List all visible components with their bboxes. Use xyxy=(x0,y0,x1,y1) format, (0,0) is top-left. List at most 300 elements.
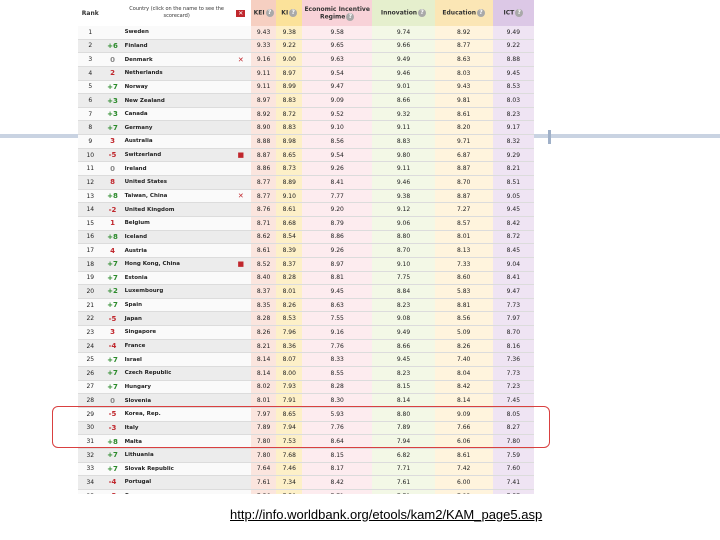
education-cell: 8.04 xyxy=(435,367,493,381)
help-icon[interactable]: ? xyxy=(418,9,426,17)
country-link[interactable]: Japan xyxy=(123,312,231,326)
eir-cell: 9.10 xyxy=(302,121,372,135)
education-cell: 8.42 xyxy=(435,380,493,394)
education-cell: 8.57 xyxy=(435,216,493,230)
eir-header[interactable]: Economic Incentive Regime ? xyxy=(302,0,372,26)
ict-cell: 8.05 xyxy=(493,407,534,421)
help-icon[interactable]: ? xyxy=(266,9,274,17)
innovation-cell: 8.84 xyxy=(372,285,434,299)
table-row xyxy=(78,312,534,326)
change-cell: 0 xyxy=(103,394,123,408)
rank-cell: 18 xyxy=(78,257,103,271)
education-cell: 7.40 xyxy=(435,353,493,367)
innovation-cell: 9.45 xyxy=(372,353,434,367)
country-link[interactable]: Finland xyxy=(123,39,231,53)
innovation-cell xyxy=(372,489,434,494)
innovation-cell: 9.46 xyxy=(372,176,434,190)
education-cell: 5.09 xyxy=(435,326,493,340)
table-row xyxy=(78,176,534,190)
kei-cell xyxy=(251,489,277,494)
change-cell: -3 xyxy=(103,421,123,435)
flag-cell xyxy=(231,285,251,299)
rank-cell: 27 xyxy=(78,380,103,394)
flag-cell xyxy=(231,312,251,326)
eir-cell: 9.16 xyxy=(302,326,372,340)
ki-cell: 8.54 xyxy=(276,230,302,244)
ki-cell: 8.98 xyxy=(276,135,302,149)
country-link[interactable]: Slovak Republic xyxy=(123,462,231,476)
table-row xyxy=(78,380,534,394)
flag-cell xyxy=(231,162,251,176)
country-link[interactable]: Austria xyxy=(123,244,231,258)
eir-cell: 8.15 xyxy=(302,448,372,462)
kei-cell: 9.33 xyxy=(251,39,277,53)
change-cell: -5 xyxy=(103,407,123,421)
ict-cell: 7.41 xyxy=(493,476,534,490)
country-link[interactable] xyxy=(123,489,231,494)
flag-cell xyxy=(231,80,251,94)
country-link[interactable]: Slovenia xyxy=(123,394,231,408)
innovation-cell: 7.71 xyxy=(372,462,434,476)
country-link[interactable]: Sweden xyxy=(123,26,231,39)
rank-cell: 17 xyxy=(78,244,103,258)
education-cell: 8.20 xyxy=(435,121,493,135)
table-row xyxy=(78,162,534,176)
education-cell: 8.77 xyxy=(435,39,493,53)
education-cell: 9.09 xyxy=(435,407,493,421)
eir-cell: 8.55 xyxy=(302,367,372,381)
innovation-cell: 9.46 xyxy=(372,66,434,80)
education-cell: 8.70 xyxy=(435,176,493,190)
ki-cell: 9.22 xyxy=(276,39,302,53)
ki-cell: 8.00 xyxy=(276,367,302,381)
country-link[interactable]: Estonia xyxy=(123,271,231,285)
ki-cell: 8.73 xyxy=(276,162,302,176)
eir-cell: 8.41 xyxy=(302,176,372,190)
help-icon[interactable]: ? xyxy=(346,13,354,21)
ict-cell: 9.05 xyxy=(493,189,534,203)
flag-cell xyxy=(231,39,251,53)
country-link[interactable]: Malta xyxy=(123,435,231,449)
country-link[interactable]: France xyxy=(123,339,231,353)
flag-cell: ■ xyxy=(231,257,251,271)
kei-cell: 7.97 xyxy=(251,407,277,421)
ict-cell: 8.70 xyxy=(493,326,534,340)
kei-cell: 8.01 xyxy=(251,394,277,408)
rank-cell: 34 xyxy=(78,476,103,490)
country-link[interactable]: New Zealand xyxy=(123,94,231,108)
flag-cell xyxy=(231,339,251,353)
change-cell: +7 xyxy=(103,298,123,312)
rank-cell: 25 xyxy=(78,353,103,367)
ki-cell: 7.96 xyxy=(276,326,302,340)
kei-cell: 8.37 xyxy=(251,285,277,299)
country-link[interactable]: Czech Republic xyxy=(123,367,231,381)
change-cell: +8 xyxy=(103,189,123,203)
flag-cell xyxy=(231,271,251,285)
country-link[interactable]: Lithuania xyxy=(123,448,231,462)
country-link[interactable]: Iceland xyxy=(123,230,231,244)
rank-cell: 8 xyxy=(78,121,103,135)
flag-cell xyxy=(231,230,251,244)
ict-header[interactable]: ICT ? xyxy=(493,0,534,26)
ki-cell: 7.68 xyxy=(276,448,302,462)
innovation-cell: 8.70 xyxy=(372,244,434,258)
rank-cell: 14 xyxy=(78,203,103,217)
change-cell: +2 xyxy=(103,285,123,299)
eir-cell: 7.55 xyxy=(302,312,372,326)
ki-cell: 9.10 xyxy=(276,189,302,203)
country-link[interactable]: Korea, Rep. xyxy=(123,407,231,421)
country-link[interactable]: Switzerland xyxy=(123,148,231,162)
ki-cell: 8.65 xyxy=(276,407,302,421)
kei-cell: 8.88 xyxy=(251,135,277,149)
education-cell: 9.43 xyxy=(435,80,493,94)
education-cell: 9.71 xyxy=(435,135,493,149)
ki-cell: 8.37 xyxy=(276,257,302,271)
eir-cell: 8.42 xyxy=(302,476,372,490)
ict-cell: 8.32 xyxy=(493,135,534,149)
rank-cell: 13 xyxy=(78,189,103,203)
innovation-cell: 9.49 xyxy=(372,326,434,340)
kei-cell: 9.43 xyxy=(251,26,277,39)
change-cell: +7 xyxy=(103,353,123,367)
ki-header[interactable]: KI ? xyxy=(276,0,302,26)
rank-cell: 31 xyxy=(78,435,103,449)
change-cell: -5 xyxy=(103,312,123,326)
ict-cell: 8.53 xyxy=(493,80,534,94)
change-cell: 1 xyxy=(103,216,123,230)
country-link[interactable]: United Kingdom xyxy=(123,203,231,217)
help-icon[interactable]: ? xyxy=(515,9,523,17)
country-link[interactable]: Netherlands xyxy=(123,66,231,80)
innovation-cell: 9.01 xyxy=(372,80,434,94)
ict-cell: 7.45 xyxy=(493,394,534,408)
change-cell xyxy=(103,489,123,494)
eir-cell: 9.52 xyxy=(302,107,372,121)
country-link[interactable]: Singapore xyxy=(123,326,231,340)
ict-cell: 7.23 xyxy=(493,380,534,394)
kei-cell: 7.80 xyxy=(251,448,277,462)
table-row xyxy=(78,94,534,108)
help-icon[interactable]: ? xyxy=(477,9,485,17)
flag-cell: ✕ xyxy=(231,189,251,203)
country-link[interactable]: Italy xyxy=(123,421,231,435)
change-cell: +6 xyxy=(103,39,123,53)
ki-cell: 7.46 xyxy=(276,462,302,476)
country-link[interactable]: Spain xyxy=(123,298,231,312)
highlight-box xyxy=(52,406,550,448)
table-row xyxy=(78,353,534,367)
kei-cell: 8.92 xyxy=(251,107,277,121)
country-link[interactable]: United States xyxy=(123,176,231,190)
eir-cell: 7.77 xyxy=(302,189,372,203)
kei-cell: 9.11 xyxy=(251,80,277,94)
eir-cell: 9.65 xyxy=(302,39,372,53)
source-link[interactable]: http://info.worldbank.org/etools/kam2/KAM_page5.asp xyxy=(230,507,543,522)
rank-cell: 19 xyxy=(78,271,103,285)
ict-cell: 8.41 xyxy=(493,271,534,285)
ict-cell: 9.04 xyxy=(493,257,534,271)
country-link[interactable]: Germany xyxy=(123,121,231,135)
kei-cell: 8.76 xyxy=(251,203,277,217)
rank-cell: 15 xyxy=(78,216,103,230)
table-row xyxy=(78,285,534,299)
rank-cell: 33 xyxy=(78,462,103,476)
eir-cell: 8.30 xyxy=(302,394,372,408)
change-cell: +8 xyxy=(103,435,123,449)
kei-cell: 8.86 xyxy=(251,162,277,176)
rank-cell: 12 xyxy=(78,176,103,190)
ict-cell: 8.27 xyxy=(493,421,534,435)
decorative-bar-vertical xyxy=(548,130,551,144)
change-cell: -2 xyxy=(103,203,123,217)
table-row xyxy=(78,489,534,494)
rank-header[interactable]: Rank xyxy=(78,0,103,26)
change-cell: -4 xyxy=(103,339,123,353)
eir-cell: 8.33 xyxy=(302,353,372,367)
rank-cell: 5 xyxy=(78,80,103,94)
kei-cell: 8.14 xyxy=(251,367,277,381)
innovation-cell: 9.80 xyxy=(372,148,434,162)
innovation-cell: 8.66 xyxy=(372,94,434,108)
eir-cell: 8.97 xyxy=(302,257,372,271)
change-cell: +7 xyxy=(103,380,123,394)
country-link[interactable]: Luxembourg xyxy=(123,285,231,299)
eir-cell: 8.17 xyxy=(302,462,372,476)
kei-cell: 8.28 xyxy=(251,312,277,326)
education-cell: 8.87 xyxy=(435,189,493,203)
table-row xyxy=(78,476,534,490)
innovation-cell: 9.66 xyxy=(372,39,434,53)
innovation-cell: 9.11 xyxy=(372,162,434,176)
eir-cell xyxy=(302,489,372,494)
innovation-cell: 8.15 xyxy=(372,380,434,394)
rank-cell: 9 xyxy=(78,135,103,149)
ict-cell: 9.17 xyxy=(493,121,534,135)
eir-cell: 7.76 xyxy=(302,339,372,353)
country-link[interactable]: Taiwan, China xyxy=(123,189,231,203)
table-row xyxy=(78,462,534,476)
change-cell: -4 xyxy=(103,476,123,490)
kei-cell: 8.77 xyxy=(251,176,277,190)
innovation-cell: 8.66 xyxy=(372,339,434,353)
education-cell xyxy=(435,489,493,494)
kei-cell: 8.90 xyxy=(251,121,277,135)
table-row xyxy=(78,367,534,381)
change-cell: +7 xyxy=(103,462,123,476)
ict-cell: 9.47 xyxy=(493,285,534,299)
flag-cell xyxy=(231,380,251,394)
flag-cell xyxy=(231,216,251,230)
education-header[interactable]: Education ? xyxy=(435,0,493,26)
rank-cell: 30 xyxy=(78,421,103,435)
ki-cell: 9.38 xyxy=(276,26,302,39)
help-icon[interactable]: ? xyxy=(289,9,297,17)
education-cell: 8.92 xyxy=(435,26,493,39)
innovation-cell: 8.23 xyxy=(372,298,434,312)
flag-cell xyxy=(231,135,251,149)
eir-cell: 9.54 xyxy=(302,148,372,162)
table-row xyxy=(78,189,534,203)
rank-cell: 22 xyxy=(78,312,103,326)
flag-cell xyxy=(231,462,251,476)
country-link[interactable]: Hungary xyxy=(123,380,231,394)
table-row xyxy=(78,80,534,94)
change-cell: +8 xyxy=(103,230,123,244)
change-cell: +7 xyxy=(103,80,123,94)
kei-cell: 9.11 xyxy=(251,66,277,80)
table-row xyxy=(78,203,534,217)
eir-cell: 9.26 xyxy=(302,162,372,176)
ict-cell: 8.42 xyxy=(493,216,534,230)
flag-header xyxy=(231,0,251,26)
ict-cell: 7.60 xyxy=(493,462,534,476)
ict-cell: 7.97 xyxy=(493,312,534,326)
ict-cell: 8.51 xyxy=(493,176,534,190)
ict-cell xyxy=(493,489,534,494)
kei-cell: 7.61 xyxy=(251,476,277,490)
education-cell: 8.61 xyxy=(435,448,493,462)
ict-cell: 9.22 xyxy=(493,39,534,53)
rank-cell: 2 xyxy=(78,39,103,53)
rank-cell: 28 xyxy=(78,394,103,408)
ki-cell: 8.89 xyxy=(276,176,302,190)
eir-cell: 8.28 xyxy=(302,380,372,394)
education-cell: 7.42 xyxy=(435,462,493,476)
decorative-bar-left xyxy=(0,134,78,138)
ki-cell: 7.93 xyxy=(276,380,302,394)
ki-cell: 8.28 xyxy=(276,271,302,285)
ki-cell: 7.34 xyxy=(276,476,302,490)
kei-cell: 8.87 xyxy=(251,148,277,162)
kei-cell: 8.97 xyxy=(251,94,277,108)
country-link[interactable]: Canada xyxy=(123,107,231,121)
education-cell: 6.06 xyxy=(435,435,493,449)
innovation-cell: 9.12 xyxy=(372,203,434,217)
eir-cell: 9.58 xyxy=(302,26,372,39)
innovation-cell: 8.80 xyxy=(372,407,434,421)
education-cell: 8.61 xyxy=(435,107,493,121)
innovation-cell: 9.06 xyxy=(372,216,434,230)
eir-cell: 9.47 xyxy=(302,80,372,94)
innovation-cell: 9.49 xyxy=(372,53,434,67)
flag-cell xyxy=(231,107,251,121)
ki-cell: 8.01 xyxy=(276,285,302,299)
change-cell: 3 xyxy=(103,135,123,149)
ict-cell: 9.29 xyxy=(493,148,534,162)
education-cell: 5.83 xyxy=(435,285,493,299)
kei-cell: 8.40 xyxy=(251,271,277,285)
ict-cell: 8.16 xyxy=(493,339,534,353)
table-row xyxy=(78,298,534,312)
country-link[interactable]: Denmark xyxy=(123,53,231,67)
country-link[interactable]: Australia xyxy=(123,135,231,149)
flag-cell xyxy=(231,244,251,258)
country-link[interactable]: Hong Kong, China xyxy=(123,257,231,271)
table-row xyxy=(78,448,534,462)
country-link[interactable]: Norway xyxy=(123,80,231,94)
eir-cell: 8.64 xyxy=(302,435,372,449)
rank-cell xyxy=(78,489,103,494)
rank-cell: 16 xyxy=(78,230,103,244)
education-cell: 9.81 xyxy=(435,94,493,108)
country-link[interactable]: Portugal xyxy=(123,476,231,490)
kei-cell: 8.02 xyxy=(251,380,277,394)
rank-cell: 11 xyxy=(78,162,103,176)
flag-cell xyxy=(231,367,251,381)
ki-cell: 9.00 xyxy=(276,53,302,67)
flag-cell xyxy=(231,26,251,39)
education-cell: 6.00 xyxy=(435,476,493,490)
ki-cell: 8.26 xyxy=(276,298,302,312)
ict-cell: 7.36 xyxy=(493,353,534,367)
table-row xyxy=(78,271,534,285)
ict-cell: 9.45 xyxy=(493,66,534,80)
ki-cell: 7.94 xyxy=(276,421,302,435)
table-row xyxy=(78,257,534,271)
flag-cell: ✕ xyxy=(231,53,251,67)
innovation-cell: 9.08 xyxy=(372,312,434,326)
change-cell: -5 xyxy=(103,148,123,162)
innovation-cell: 8.14 xyxy=(372,394,434,408)
flag-cell xyxy=(231,66,251,80)
flag-cell: ■ xyxy=(231,148,251,162)
eir-cell: 8.63 xyxy=(302,298,372,312)
ict-cell: 7.80 xyxy=(493,435,534,449)
table-row xyxy=(78,121,534,135)
ki-cell: 7.91 xyxy=(276,394,302,408)
change-cell: 0 xyxy=(103,162,123,176)
flag-cell xyxy=(231,489,251,494)
innovation-header[interactable]: Innovation ? xyxy=(372,0,434,26)
innovation-cell: 9.11 xyxy=(372,121,434,135)
eir-cell: 9.09 xyxy=(302,94,372,108)
ict-cell: 9.49 xyxy=(493,26,534,39)
kei-cell: 9.16 xyxy=(251,53,277,67)
kei-header[interactable]: KEI ? xyxy=(251,0,277,26)
education-cell: 8.56 xyxy=(435,312,493,326)
ict-cell: 9.45 xyxy=(493,203,534,217)
table-row xyxy=(78,107,534,121)
education-cell: 8.60 xyxy=(435,271,493,285)
rank-cell: 6 xyxy=(78,94,103,108)
rank-cell: 29 xyxy=(78,407,103,421)
innovation-cell: 7.75 xyxy=(372,271,434,285)
country-link[interactable]: Ireland xyxy=(123,162,231,176)
kei-cell: 8.77 xyxy=(251,189,277,203)
change-cell: +3 xyxy=(103,107,123,121)
country-header[interactable]: Country (click on the name to see the scorecard) xyxy=(123,0,231,26)
education-cell: 7.33 xyxy=(435,257,493,271)
kei-cell: 7.89 xyxy=(251,421,277,435)
rank-cell: 3 xyxy=(78,53,103,67)
rank-cell: 7 xyxy=(78,107,103,121)
ki-cell: 8.36 xyxy=(276,339,302,353)
table-header-row xyxy=(78,0,534,26)
ki-cell: 7.53 xyxy=(276,435,302,449)
ki-cell xyxy=(276,489,302,494)
innovation-cell: 8.80 xyxy=(372,230,434,244)
eir-cell: 5.93 xyxy=(302,407,372,421)
marker-icon: ✕ xyxy=(238,9,244,17)
country-link[interactable]: Israel xyxy=(123,353,231,367)
eir-cell: 8.81 xyxy=(302,271,372,285)
country-link[interactable]: Belgium xyxy=(123,216,231,230)
ki-cell: 8.53 xyxy=(276,312,302,326)
education-cell: 8.03 xyxy=(435,66,493,80)
table-row xyxy=(78,135,534,149)
